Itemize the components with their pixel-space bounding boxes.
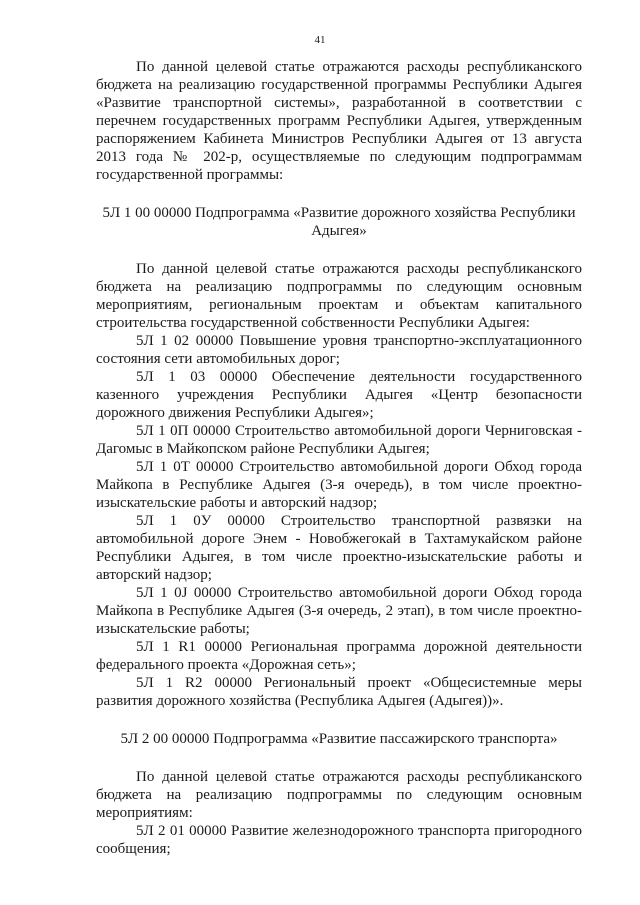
page-body [96, 58, 582, 858]
subprogram-1-item: 5Л 1 R1 00000 Региональная программа дорожной деятельности федерального проекта «Дорожная сеть»; [96, 639, 582, 673]
subprogram-1-heading: 5Л 1 00 00000 Подпрограмма «Развитие дорожного хозяйства Республики Адыгея» [102, 205, 576, 239]
subprogram-1-item: 5Л 1 0У 00000 Строительство транспортной развязки на автомобильной дороге Энем - Новобжегокай в Тахтамукайском районе Республики Адыгея, в том числе проектно-изыскательские работы и авторский надзор; [96, 513, 582, 583]
subprogram-1-intro: По данной целевой статье отражаются расходы республиканского бюджета на реализацию подпрограммы по следующим основным мероприятиям, региональным проектам и объектам капитального строительства государственной собственности Республики Адыгея: [96, 261, 582, 331]
subprogram-1-item: 5Л 1 02 00000 Повышение уровня транспортно-эксплуатационного состояния сети автомобильных дорог; [96, 333, 582, 367]
subprogram-1-item: 5Л 1 03 00000 Обеспечение деятельности государственного казенного учреждения Республики Адыгея «Центр безопасности дорожного движения Республики Адыгея»; [96, 369, 582, 421]
subprogram-2-intro: По данной целевой статье отражаются расходы республиканского бюджета на реализацию подпрограммы по следующим основным мероприятиям: [96, 769, 582, 821]
subprogram-1-item: 5Л 1 0J 00000 Строительство автомобильной дороги Обход города Майкопа в Республике Адыгея (3-я очередь, 2 этап), в том числе проектно-изыскательские работы; [96, 585, 582, 637]
subprogram-2-heading: 5Л 2 00 00000 Подпрограмма «Развитие пассажирского транспорта» [120, 731, 558, 747]
program-intro-paragraph: По данной целевой статье отражаются расходы республиканского бюджета на реализацию государственной программы Республики Адыгея «Развитие транспортной системы», разработанной в соответствии с перечнем государственных программ Республики Адыгея, утвержденным распоряжением Кабинета Министров Республики Адыгея от 13 августа 2013 года № 202-р, осуществляемые по следующим подпрограммам государственной программы: [96, 59, 582, 183]
subprogram-1-item: 5Л 1 0Т 00000 Строительство автомобильной дороги Обход города Майкопа в Республике Адыгея (3-я очередь), в том числе проектно-изыскательские работы и авторский надзор; [96, 459, 582, 511]
subprogram-1-item: 5Л 1 0П 00000 Строительство автомобильной дороги Черниговская - Дагомыс в Майкопском районе Республики Адыгея; [96, 423, 582, 457]
subprogram-2-item: 5Л 2 01 00000 Развитие железнодорожного транспорта пригородного сообщения; [96, 823, 582, 857]
subprogram-1-item: 5Л 1 R2 00000 Региональный проект «Общесистемные меры развития дорожного хозяйства (Республика Адыгея (Адыгея))». [96, 675, 582, 709]
page-number: 41 [314, 34, 326, 46]
